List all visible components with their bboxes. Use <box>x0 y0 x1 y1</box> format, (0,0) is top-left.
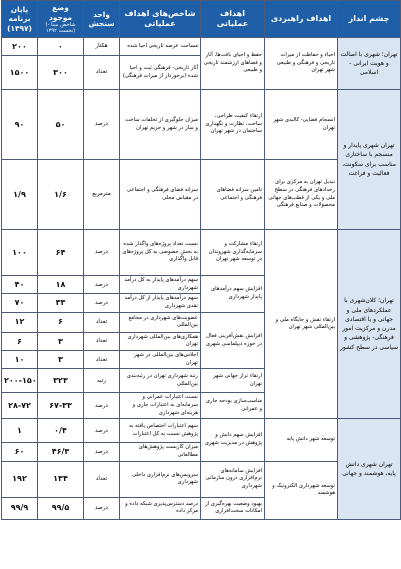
operational-cell: تامین سرانه فضاهای فرهنگی و اجتماعی <box>201 160 265 230</box>
unit-cell: درصد <box>84 393 120 419</box>
vision-cell: تهران شهری پایدار و منسجم با ساختاری مناسب برای سکونت، فعالیت و فراغت <box>338 90 401 230</box>
header-baseline-sub: (شاخص مبنا - نخست ۱۳۹۲) <box>45 21 76 35</box>
target-cell: ۹۰ <box>2 90 38 160</box>
header-strategic: اهداف راهبردی <box>265 1 338 38</box>
baseline-cell: ۳۳ <box>38 294 84 312</box>
indicator-cell: رتبه شهرداری تهران در رتبه‌بندی بین‌المللی <box>120 369 201 393</box>
unit-cell: مترمربع <box>84 160 120 230</box>
strategic-cell: تبدیل تهران به مرکزی برای رخدادهای فرهنگی در سطح ملی و یکی از قطب‌های جهانی محصولات و صنایع فرهنگی <box>265 160 338 230</box>
operational-cell: افزایش سامانه‌های نرم‌افزاری درون سازمانی شهرداری <box>201 461 265 497</box>
operational-cell: مناسب‌سازی بودجه جاری و عمرانی <box>201 393 265 419</box>
indicator-cell: میزان جلوگیری از تخلفات ساخت و ساز در شهر و حریم تهران <box>120 90 201 160</box>
indicator-cell: سهم درآمدهای پایدار به کل درآمد شهرداری <box>120 276 201 294</box>
header-indicators: شاخص‌های اهداف عملیاتی <box>120 1 201 38</box>
target-cell: ۶ <box>2 332 38 350</box>
unit-cell: رتبه <box>84 369 120 393</box>
header-vision: چشم انداز <box>338 1 401 38</box>
target-cell: ۱۲ <box>2 312 38 332</box>
unit-cell: درصد <box>84 497 120 519</box>
target-cell: ۴۰ <box>2 276 38 294</box>
baseline-cell: ۶ <box>38 312 84 332</box>
header-operational: اهداف عملیاتی <box>201 1 265 38</box>
unit-cell: درصد <box>84 419 120 443</box>
table-row <box>2 419 401 443</box>
header-baseline-label: وضع موجود <box>49 3 72 22</box>
operational-cell: ارتقاء تراز جهانی شهر تهران <box>201 369 265 393</box>
indicator-cell: سرویس‌های نرم‌افزاری داخلی شهرداری <box>120 461 201 497</box>
unit-cell: درصد <box>84 230 120 276</box>
strategic-plan-table <box>1 0 401 520</box>
vision-cell: تهران؛ شهری با اصالت و هویت ایرانی - اسلامی <box>338 38 401 90</box>
indicator-cell: نسبت تعداد پروژه‌های واگذار شده به بخش خصوصی به کل پروژه‌های قابل واگذاری <box>120 230 201 276</box>
target-cell: ۹۹/۹ <box>2 497 38 519</box>
baseline-cell: ۳ <box>38 332 84 350</box>
target-cell: ۲۰۰ <box>2 38 38 56</box>
table-row <box>2 90 401 160</box>
vision-cell: تهران شهری دانش پایه، هوشمند و جهانی <box>338 419 401 519</box>
strategic-cell: احیاء و حفاظت از میراث تاریخی و فرهنگی و طبیعی شهر تهران <box>265 38 338 90</box>
target-cell: ۱۰ <box>2 351 38 369</box>
indicator-cell: همکاری‌های بین‌المللی شهرداری تهران <box>120 332 201 350</box>
strategic-cell: توسعه شهرداری الکترونیک و هوشمند <box>265 461 338 519</box>
operational-cell: بهبود وضعیت بهره‌گیری از امکانات سخت‌افزاری <box>201 497 265 519</box>
target-cell: ۷۰ <box>2 294 38 312</box>
unit-cell: تعداد <box>84 461 120 497</box>
baseline-cell: ۶۴ <box>38 230 84 276</box>
baseline-cell: ۴۶/۳ <box>38 443 84 461</box>
indicator-cell: سهم اعتبارات اختصاص یافته به پژوهش نسبت به کل اعتبارات <box>120 419 201 443</box>
operational-cell: افزایش سهم درآمدهای پایدار شهرداری <box>201 276 265 313</box>
indicator-cell: درصد دسترس‌پذیری شبکه داده و مرکز داده <box>120 497 201 519</box>
operational-cell: افزایش نقش‌آفرینی فعال در حوزه دیپلماسی شهری <box>201 312 265 369</box>
target-cell: ۲۰۰-۱۵۰ <box>2 369 38 393</box>
indicator-cell: میزان کاربست پژوهش‌های مطالعاتی <box>120 443 201 461</box>
strategic-cell: انسجام فضایی- کالبدی شهر تهران <box>265 90 338 160</box>
baseline-cell: ۱۸ <box>38 276 84 294</box>
table-row <box>2 38 401 56</box>
unit-cell: درصد <box>84 276 120 294</box>
vision-cell: تهران؛ کلان‌شهری با عملکردهای ملی و جهانی و با اقتصادی مدرن و مرکزیت امور فرهنگی- پژوهشی و سیاسی در سطح کشور <box>338 230 401 419</box>
header-target: پایان برنامه (۱۳۹۷) <box>2 1 38 38</box>
baseline-cell: ۱/۶ <box>38 160 84 230</box>
target-cell: ۱۵۰۰ <box>2 56 38 90</box>
table-row <box>2 230 401 276</box>
baseline-cell: ۰ <box>38 38 84 56</box>
baseline-cell: ۹۹/۵ <box>38 497 84 519</box>
operational-cell: ارتقاء مشارکت و سرمایه‌گذاری شهروندان در توسعه شهر تهران <box>201 230 265 276</box>
operational-cell: افزایش سهم دانش و پژوهش در مدیریت شهری <box>201 419 265 461</box>
strategic-cell: ارتقاء نقش و جایگاه ملی و بین‌المللی شهر تهران <box>265 230 338 419</box>
table-header-row <box>2 1 401 38</box>
baseline-cell: ۳ <box>38 351 84 369</box>
unit-cell: درصد <box>84 90 120 160</box>
indicator-cell: سرانه فضای فرهنگی و اجتماعی در مقیاس محلی <box>120 160 201 230</box>
indicator-cell: اجلاس‌های بین‌المللی در شهر تهران <box>120 351 201 369</box>
indicator-cell: عضویت‌های شهرداری در مجامع بین‌المللی <box>120 312 201 332</box>
indicator-cell: مساحت عرصه تاریخی احیا شده <box>120 38 201 56</box>
header-baseline <box>38 1 84 38</box>
header-unit: واحد سنجش <box>84 1 120 38</box>
operational-cell: حفظ و احیای بافت‌ها، آثار و فضاهای ارزشمند تاریخی و طبیعی <box>201 38 265 90</box>
baseline-cell: ۳۰۰ <box>38 56 84 90</box>
unit-cell: تعداد <box>84 332 120 350</box>
strategic-cell: توسعه شهر دانش پایه <box>265 419 338 461</box>
unit-cell: تعداد <box>84 312 120 332</box>
baseline-cell: ۶۷-۳۳ <box>38 393 84 419</box>
target-cell: ۲۸-۷۲ <box>2 393 38 419</box>
baseline-cell: ۰/۴ <box>38 419 84 443</box>
indicator-cell: نسبت اعتبارات عمرانی و سرمایه‌ای به اعتبارات جاری و هزینه‌ای شهرداری <box>120 393 201 419</box>
indicator-cell: سهم درآمدهای پایدار از کل درآمد نقدی شهرداری <box>120 294 201 312</box>
baseline-cell: ۵۰ <box>38 90 84 160</box>
indicator-cell: آثار تاریخی- فرهنگی ثبت و احیا شده (برخوردار از میراث فرهنگی) <box>120 56 201 90</box>
unit-cell: تعداد <box>84 351 120 369</box>
baseline-cell: ۳۲۳ <box>38 369 84 393</box>
unit-cell: درصد <box>84 443 120 461</box>
target-cell: ۱/۹ <box>2 160 38 230</box>
unit-cell: درصد <box>84 294 120 312</box>
unit-cell: تعداد <box>84 56 120 90</box>
target-cell: ۱۰۰ <box>2 230 38 276</box>
unit-cell: هکتار <box>84 38 120 56</box>
operational-cell: ارتقاء کیفیت طراحی، ساخت، نظارت و نگهداری ساختمان در شهر تهران <box>201 90 265 160</box>
target-cell: ۱ <box>2 419 38 443</box>
baseline-cell: ۱۳۴ <box>38 461 84 497</box>
target-cell: ۶۰ <box>2 443 38 461</box>
target-cell: ۱۹۲ <box>2 461 38 497</box>
